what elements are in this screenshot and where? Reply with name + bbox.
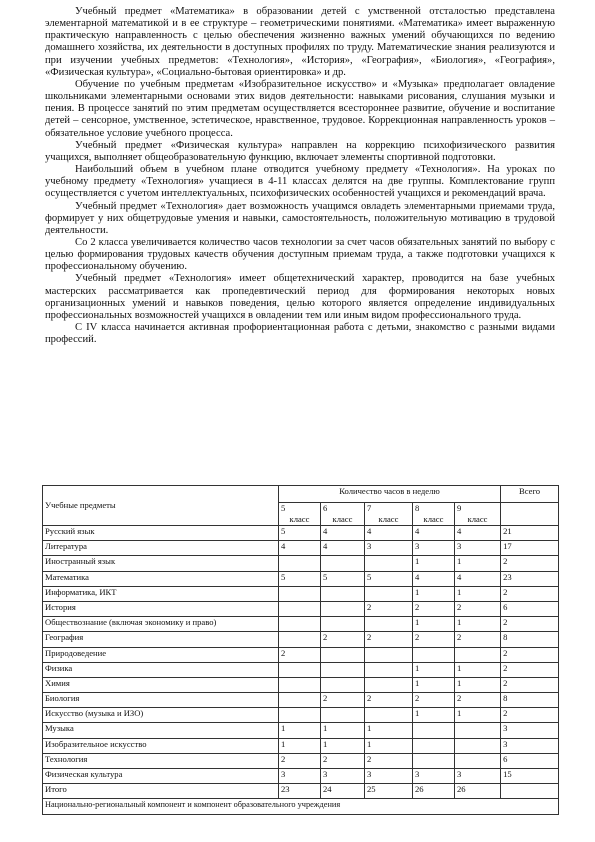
subject-cell: Информатика, ИКТ (43, 586, 279, 601)
hours-cell: 1 (413, 586, 455, 601)
paragraph-technology-character: Учебный предмет «Технология» имеет общетехнический характер, проводится на базе учебных мастерских рассматривается как пропедевтический период для формирования некоторых новых организационных умений и навыков поведения, целью которого является определение индивидуальных профессиональных возможностей учащихся в овладении тем или иным видом профессионального труда. (45, 273, 555, 321)
hours-header: Количество часов в неделю (279, 486, 501, 503)
grade-5-header: 5 класс (279, 503, 321, 526)
table-row (43, 769, 559, 784)
hours-cell: 2 (321, 753, 365, 768)
table-row (43, 738, 559, 753)
hours-cell: 5 (279, 571, 321, 586)
hours-cell: 3 (455, 541, 501, 556)
table-row (43, 662, 559, 677)
table-row (43, 784, 559, 799)
hours-cell (321, 677, 365, 692)
total-cell: 2 (501, 708, 559, 723)
hours-cell: 4 (413, 526, 455, 541)
hours-cell (455, 753, 501, 768)
hours-cell (279, 662, 321, 677)
grade-8-header: 8 класс (413, 503, 455, 526)
table-row (43, 586, 559, 601)
hours-cell: 1 (279, 723, 321, 738)
curriculum-table (42, 485, 559, 815)
hours-cell: 1 (455, 708, 501, 723)
hours-cell: 1 (413, 662, 455, 677)
total-cell: 17 (501, 541, 559, 556)
footer-cell: Национально-региональный компонент и компонент образовательного учреждения (43, 799, 559, 814)
hours-cell (365, 586, 413, 601)
hours-cell: 2 (455, 693, 501, 708)
hours-cell (365, 617, 413, 632)
hours-cell: 1 (413, 556, 455, 571)
table-row (43, 541, 559, 556)
subject-cell: Искусство (музыка и ИЗО) (43, 708, 279, 723)
subject-cell: Технология (43, 753, 279, 768)
total-cell: 2 (501, 586, 559, 601)
hours-cell: 2 (365, 601, 413, 616)
hours-cell (455, 723, 501, 738)
hours-cell: 1 (455, 677, 501, 692)
hours-cell (321, 586, 365, 601)
hours-cell: 2 (365, 693, 413, 708)
footer-row (43, 799, 559, 814)
hours-cell (455, 738, 501, 753)
total-cell: 2 (501, 617, 559, 632)
total-cell: 8 (501, 693, 559, 708)
hours-cell: 2 (455, 632, 501, 647)
table-row (43, 526, 559, 541)
hours-cell (279, 556, 321, 571)
hours-cell (321, 647, 365, 662)
hours-cell: 1 (455, 617, 501, 632)
hours-cell (365, 556, 413, 571)
hours-cell: 1 (321, 723, 365, 738)
subject-cell: Литература (43, 541, 279, 556)
grade-9-header: 9 класс (455, 503, 501, 526)
subject-cell: Физическая культура (43, 769, 279, 784)
hours-cell: 3 (413, 541, 455, 556)
subject-cell: История (43, 601, 279, 616)
hours-cell: 4 (413, 571, 455, 586)
hours-cell (365, 708, 413, 723)
table-row (43, 647, 559, 662)
total-cell: 2 (501, 647, 559, 662)
table-header-row (43, 486, 559, 503)
hours-cell (413, 753, 455, 768)
table-row (43, 617, 559, 632)
hours-cell (279, 708, 321, 723)
total-cell: 8 (501, 632, 559, 647)
hours-cell: 26 (455, 784, 501, 799)
hours-cell (279, 632, 321, 647)
subject-cell: Итого (43, 784, 279, 799)
paragraph-technology-skills: Учебный предмет «Технология» дает возможность учащимся овладеть элементарными приемами труда, формирует у них общетрудовые умения и навыки, самостоятельность, положительную мотивацию в трудовой деятельности. (45, 200, 555, 236)
curriculum-table-wrap (42, 485, 558, 815)
hours-cell: 3 (279, 769, 321, 784)
hours-cell: 2 (279, 753, 321, 768)
hours-cell: 2 (413, 632, 455, 647)
total-cell: 23 (501, 571, 559, 586)
subject-cell: Музыка (43, 723, 279, 738)
hours-cell: 4 (455, 526, 501, 541)
hours-cell (321, 617, 365, 632)
table-row (43, 723, 559, 738)
paragraph-grade2: Со 2 класса увеличивается количество часов технологии за счет часов обязательных занятий по выбору с целью формирования трудовых качеств обучения доступным приемам труда, а также подготовки учащихся к профессиональному обучению. (45, 236, 555, 273)
hours-cell: 1 (279, 738, 321, 753)
hours-cell: 2 (365, 632, 413, 647)
hours-cell (279, 677, 321, 692)
hours-cell: 4 (365, 526, 413, 541)
hours-cell: 25 (365, 784, 413, 799)
hours-cell (321, 708, 365, 723)
subject-cell: Изобразительное искусство (43, 738, 279, 753)
hours-cell (455, 647, 501, 662)
hours-cell: 2 (455, 601, 501, 616)
total-cell: 2 (501, 662, 559, 677)
table-row (43, 708, 559, 723)
hours-cell (413, 647, 455, 662)
paragraph-physical-culture: Учебный предмет «Физическая культура» направлен на коррекцию психофизического развития учащихся, выполняет общеобразовательную функцию, включает элементы спортивной подготовки. (45, 139, 555, 163)
body-text (45, 6, 555, 346)
subjects-header: Учебные предметы (43, 486, 279, 526)
table-row (43, 753, 559, 768)
total-header-blank (501, 503, 559, 526)
hours-cell: 2 (365, 753, 413, 768)
hours-cell: 1 (365, 723, 413, 738)
paragraph-art-music: Обучение по учебным предметам «Изобразительное искусство» и «Музыка» предполагает овладение школьниками элементарными основами этих видов деятельности: навыками рисования, слушания музыки и пения. В процессе занятий по этим предметам осуществляется всестороннее развитие, обучение и воспитание детей – сенсорное, умственное, эстетическое, нравственное, трудовое. Коррекционная направленность уроков – обязательное условие учебного процесса. (45, 78, 555, 139)
subject-cell: География (43, 632, 279, 647)
hours-cell: 4 (321, 541, 365, 556)
hours-cell: 1 (455, 662, 501, 677)
hours-cell: 1 (413, 617, 455, 632)
subject-cell: Обществознание (включая экономику и право) (43, 617, 279, 632)
table-row (43, 693, 559, 708)
subject-cell: Иностранный язык (43, 556, 279, 571)
hours-cell: 24 (321, 784, 365, 799)
paragraph-grade4: С IV класса начинается активная профориентационная работа с детьми, знакомство с разными видами профессий. (45, 322, 555, 346)
hours-cell (413, 723, 455, 738)
hours-cell: 3 (365, 769, 413, 784)
table-row (43, 677, 559, 692)
hours-cell: 26 (413, 784, 455, 799)
hours-cell: 2 (279, 647, 321, 662)
hours-cell (413, 738, 455, 753)
paragraph-technology-volume: Наибольший объем в учебном плане отводится учебному предмету «Технология». На уроках по учебному предмету «Технология» учащиеся в 4-11 классах делятся на две группы. Комплектование групп осуществляется с учетом интеллектуальных, психофизических особенностей учащихся и рекомендаций врача. (45, 164, 555, 200)
hours-cell: 3 (365, 541, 413, 556)
hours-cell (321, 601, 365, 616)
hours-cell: 4 (321, 526, 365, 541)
total-cell: 6 (501, 601, 559, 616)
subject-cell: Математика (43, 571, 279, 586)
hours-cell (321, 662, 365, 677)
grade-6-header: 6 класс (321, 503, 365, 526)
hours-cell: 1 (455, 556, 501, 571)
grade-7-header: 7 класс (365, 503, 413, 526)
hours-cell (365, 647, 413, 662)
subject-cell: Биология (43, 693, 279, 708)
total-cell: 3 (501, 738, 559, 753)
total-cell: 2 (501, 556, 559, 571)
hours-cell: 1 (365, 738, 413, 753)
hours-cell (365, 677, 413, 692)
total-cell: 15 (501, 769, 559, 784)
total-cell: 2 (501, 677, 559, 692)
hours-cell: 2 (321, 632, 365, 647)
total-cell: 21 (501, 526, 559, 541)
hours-cell (279, 601, 321, 616)
hours-cell: 3 (413, 769, 455, 784)
hours-cell (321, 556, 365, 571)
paragraph-mathematics: Учебный предмет «Математика» в образовании детей с умственной отсталостью представлена элементарной математикой и в ее структуре – геометрическими понятиями. «Математика» имеет выраженную практическую направленность с целью обеспечения жизненно важных умений обучающихся по ведению домашнего хозяйства, их деятельности в доступных профилях по труду. Математические знания реализуются и при изучении учебных предметов: «Технология», «История», «География», «Биология», «География», «Физическая культура», «Социально-бытовая ориентировка» и др. (45, 6, 555, 78)
subject-cell: Физика (43, 662, 279, 677)
total-cell: 6 (501, 753, 559, 768)
hours-cell (365, 662, 413, 677)
subject-cell: Химия (43, 677, 279, 692)
hours-cell (279, 693, 321, 708)
hours-cell (279, 586, 321, 601)
hours-cell: 1 (321, 738, 365, 753)
total-cell (501, 784, 559, 799)
hours-cell: 1 (413, 708, 455, 723)
total-cell: 3 (501, 723, 559, 738)
table-row (43, 601, 559, 616)
hours-cell: 4 (455, 571, 501, 586)
hours-cell: 23 (279, 784, 321, 799)
hours-cell: 3 (455, 769, 501, 784)
hours-cell: 1 (455, 586, 501, 601)
hours-cell: 5 (365, 571, 413, 586)
hours-cell: 1 (413, 677, 455, 692)
hours-cell: 4 (279, 541, 321, 556)
hours-cell: 2 (413, 693, 455, 708)
hours-cell: 2 (321, 693, 365, 708)
hours-cell: 2 (413, 601, 455, 616)
subject-cell: Природоведение (43, 647, 279, 662)
hours-cell: 5 (279, 526, 321, 541)
table-row (43, 556, 559, 571)
hours-cell (279, 617, 321, 632)
subject-cell: Русский язык (43, 526, 279, 541)
hours-cell: 5 (321, 571, 365, 586)
table-row (43, 632, 559, 647)
total-header: Всего (501, 486, 559, 503)
table-row (43, 571, 559, 586)
hours-cell: 3 (321, 769, 365, 784)
